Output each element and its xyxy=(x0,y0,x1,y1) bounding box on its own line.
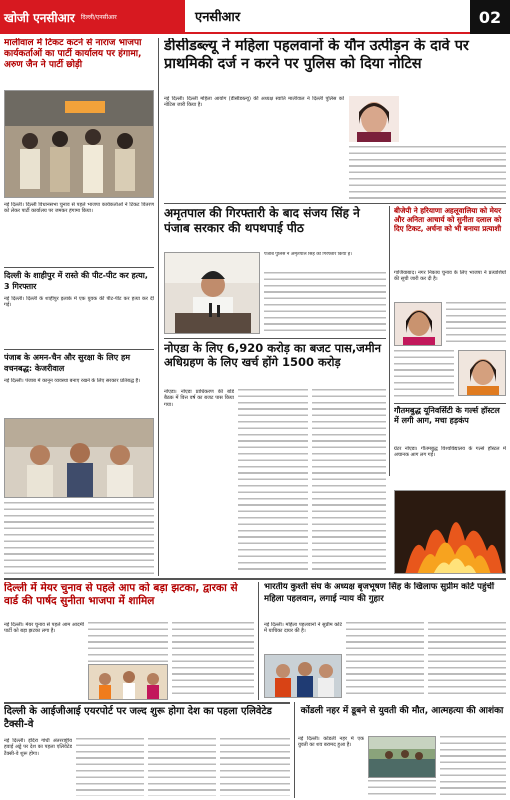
article-9-headline: दिल्ली में मेयर चुनाव से पहले आप को बड़ा झटका, द्वारका से वार्ड की पार्षद सुनीता भाजपा में शामिल xyxy=(4,582,238,607)
article-11-body-3 xyxy=(148,738,216,796)
header-brand-box xyxy=(0,0,185,34)
article-2-body xyxy=(164,96,344,200)
article-6-body-2 xyxy=(4,502,154,574)
article-11-body xyxy=(4,738,72,796)
article-8-body xyxy=(394,446,506,488)
article-2-portrait xyxy=(349,96,399,142)
article-5-headline: दिल्ली के शाहीपुर में रास्ते की पीट-पीट कर हत्या, 3 गिरफ्तार xyxy=(4,271,148,291)
brand-name: खोजी एनसीआर xyxy=(4,10,75,25)
article-10-lead: नई दिल्ली। महिला पहलवानों ने सुप्रीम कोर्ट में याचिका दायर की है। xyxy=(264,622,342,635)
article-5-body xyxy=(4,296,154,346)
wrestlers-photo xyxy=(265,655,342,698)
section-title: एनसीआर xyxy=(195,10,241,25)
article-7-body xyxy=(164,389,234,573)
article-3-photo xyxy=(164,252,260,334)
protest-photo xyxy=(5,91,154,198)
article-2-body-2 xyxy=(349,146,506,200)
article-6-body xyxy=(4,378,154,414)
article-4-body-2 xyxy=(446,302,506,346)
article-7-body-2 xyxy=(238,389,308,573)
article-1-photo xyxy=(4,90,154,198)
article-2-lead: नई दिल्ली। दिल्ली महिला आयोग (डीसीडब्ल्यू) की अध्यक्ष स्वाति मालीवाल ने दिल्ली पुलिस को नोटिस जारी किया है। xyxy=(164,96,344,109)
article-3-caption: पंजाब पुलिस ने अमृतपाल सिंह को गिरफ्तार किया है। xyxy=(264,252,352,257)
article-4-body xyxy=(394,270,506,300)
press-conference-photo xyxy=(165,253,260,334)
article-5-lead: नई दिल्ली। दिल्ली के शाहीपुर इलाके में एक युवक की पीट-पीट कर हत्या कर दी गई। xyxy=(4,296,154,309)
article-3-headline: अमृतपाल की गिरफ्तारी के बाद संजय सिंह ने पंजाब सरकार की थपथपाई पीठ xyxy=(164,206,360,235)
article-9-body xyxy=(4,622,84,698)
article-12-body xyxy=(298,736,364,796)
date-line: दिल्ली/एनसीआर xyxy=(80,14,117,21)
article-6-lead: नई दिल्ली। पंजाब में कानून व्यवस्था बनाए रखने के लिए सरकार प्रतिबद्ध है। xyxy=(4,378,141,384)
article-12-photo xyxy=(368,736,436,778)
article-12-lead: नई दिल्ली। कोंडली नहर में एक युवती का शव बरामद हुआ है। xyxy=(298,736,364,749)
article-4-lead: गाजियाबाद। नगर निकाय चुनाव के लिए भाजपा ने प्रत्याशियों की सूची जारी कर दी है। xyxy=(394,270,506,283)
article-1-lead: नई दिल्ली। दिल्ली विधानसभा चुनाव से पहले भाजपा कार्यकर्ताओं ने टिकट वितरण को लेकर पार्टी कार्यालय पर जमकर हंगामा किया। xyxy=(4,202,154,215)
meeting-photo xyxy=(5,419,154,498)
page-number: 02 xyxy=(470,0,510,34)
joining-ceremony-photo xyxy=(89,665,168,700)
article-11-body-4 xyxy=(220,738,290,796)
article-10-body-3 xyxy=(428,622,506,698)
article-4-body-3 xyxy=(394,350,454,400)
article-10-headline: भारतीय कुश्ती संघ के अध्यक्ष बृजभूषण सिंह के खिलाफ सुप्रीम कोर्ट पहुंचीं महिला पहलवान, लगाई न्याय की गुहार xyxy=(264,582,495,604)
article-7-lead: नोएडा। नोएडा प्राधिकरण की बोर्ड बैठक में वित्त वर्ष का बजट पास किया गया। xyxy=(164,389,234,408)
article-4-photo-2 xyxy=(458,350,506,396)
page-header xyxy=(0,0,510,34)
article-9-body-3 xyxy=(172,622,254,698)
article-2-headline: डीसीडब्ल्यू ने महिला पहलवानों के यौन उत्पीड़न के दावे पर प्राथमिकी दर्ज न करने पर पुलिस को दिया नोटिस xyxy=(164,38,469,72)
article-1-headline: मालीवाल में टिकट कटने से नाराज भाजपा कार्यकर्ताओं का पार्टी कार्यालय पर हंगामा, अरुण जैन ने पार्टी छोड़ी xyxy=(4,38,142,70)
article-8-photo xyxy=(394,490,506,574)
article-4-headline: बीजेपी ने हरियाणा अहलूवालिया को मेयर और अनिता आचार्य को सुनीता दलाल को दिए टिकट, अर्चना को भी बनाया प्रत्याशी xyxy=(394,206,502,233)
article-10-photo xyxy=(264,654,342,698)
canal-photo xyxy=(369,737,436,778)
article-8-lead: ग्रेटर नोएडा। गौतमबुद्ध विश्वविद्यालय के गर्ल्स हॉस्टल में अचानक आग लग गई। xyxy=(394,446,506,459)
section-bar xyxy=(185,0,470,34)
article-7-headline: नोएडा के लिए 6,920 करोड़ का बजट पास,जमीन अधिग्रहण के लिए खर्च होंगे 1500 करोड़ xyxy=(164,341,382,369)
candidate-photo-2 xyxy=(459,351,506,396)
article-9-body-2 xyxy=(88,622,168,662)
article-3-body xyxy=(264,272,386,334)
article-6-photo xyxy=(4,418,154,498)
article-6-headline: पंजाब के अमन-चैन और सुरक्षा के लिए हम वचनबद्ध: केजरीवाल xyxy=(4,353,130,373)
article-12-body-2 xyxy=(440,736,506,796)
article-10-body xyxy=(264,622,342,652)
article-4-photo-1 xyxy=(394,302,442,346)
article-9-lead: नई दिल्ली। मेयर चुनाव से पहले आम आदमी पार्टी को बड़ा झटका लगा है। xyxy=(4,622,84,635)
article-10-body-2 xyxy=(346,622,424,698)
article-12-headline: कोंडली नहर में डूबने से युवती की मौत, आत्महत्या की आशंका xyxy=(300,706,504,716)
article-9-photo xyxy=(88,664,168,700)
article-11-headline: दिल्ली के आईजीआई एयरपोर्ट पर जल्द शुरू होगा देश का पहला एलिवेटेड टैक्सी-वे xyxy=(4,706,272,730)
article-11-lead: नई दिल्ली। इंदिरा गांधी अंतरराष्ट्रीय हवाई अड्डे पर देश का पहला एलिवेटेड टैक्सी-वे शुरू होगा। xyxy=(4,738,72,757)
article-7-body-3 xyxy=(312,389,386,573)
fire-photo xyxy=(395,491,506,574)
portrait-photo xyxy=(349,96,399,142)
article-12-body-3 xyxy=(368,780,436,796)
article-8-headline: गौतमबुद्ध यूनिवर्सिटी के गर्ल्स हॉस्टल में लगी आग, मचा हड़कंप xyxy=(394,406,500,425)
article-1-body xyxy=(4,202,154,264)
article-11-body-2 xyxy=(76,738,144,796)
candidate-photo-1 xyxy=(395,303,442,346)
